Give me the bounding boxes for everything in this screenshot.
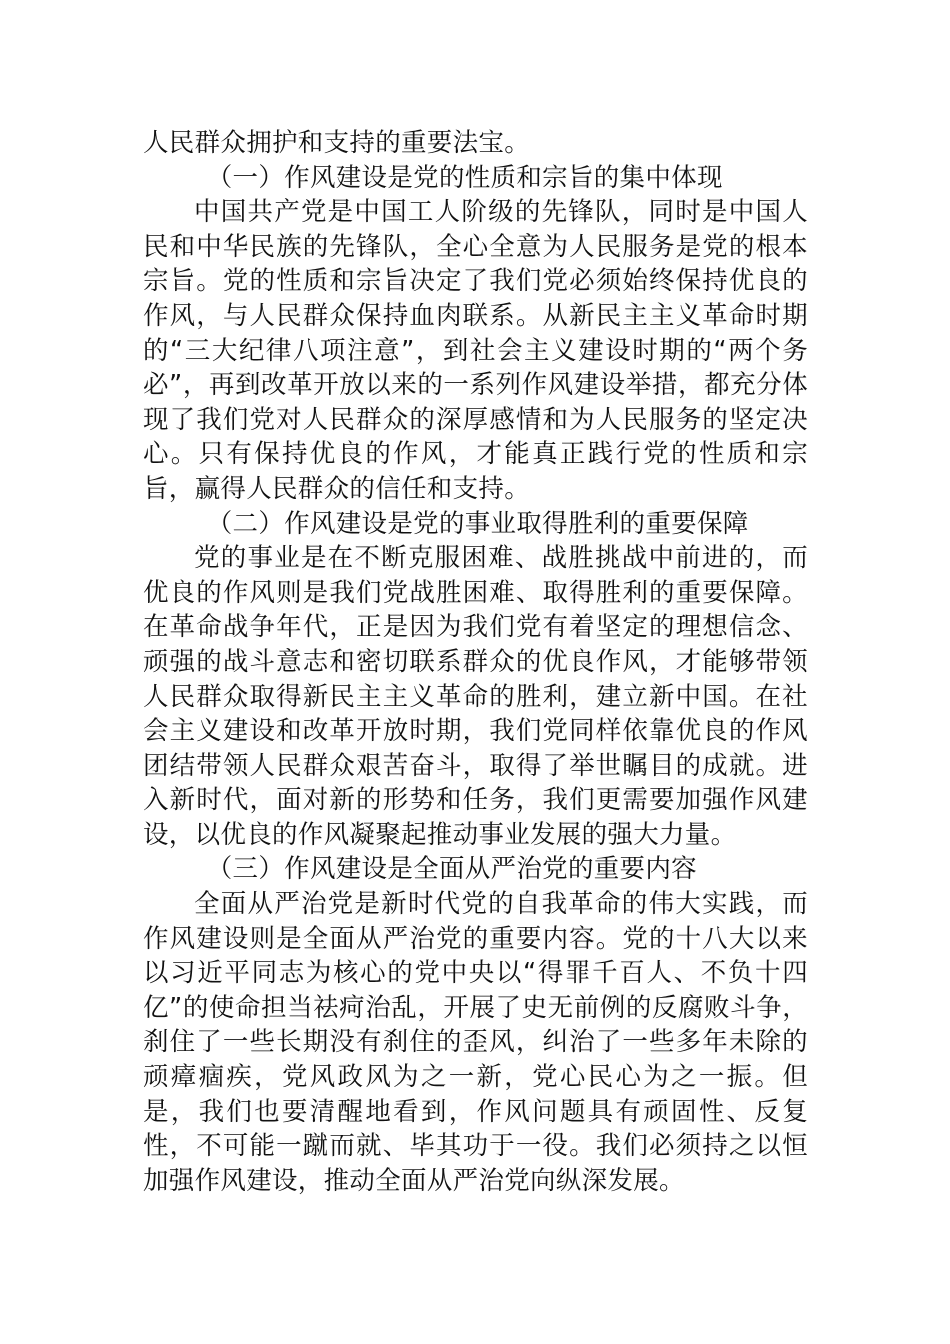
document-body bbox=[143, 126, 808, 1198]
section-heading-3: （三）作风建设是全面从严治党的重要内容 bbox=[206, 854, 697, 885]
section-heading-2: （二）作风建设是党的事业取得胜利的重要保障 bbox=[206, 508, 749, 539]
paragraph-section-3: 全面从严治党是新时代党的自我革命的伟大实践，而作风建设则是全面从严治党的重要内容。党的十八大以来以习近平同志为核心的党中央以“得罪千百人、不负十四亿”的使命担当祛疴治乱，开展了史无前例的反腐败斗争，刹住了一些长期没有刹住的歪风，纠治了一些多年未除的顽瘴痼疾，党风政风为之一新，党心民心为之一振。但是，我们也要清醒地看到，作风问题具有顽固性、反复性，不可能一蹴而就、毕其功于一役。我们必须持之以恒加强作风建设，推动全面从严治党向纵深发展。 bbox=[143, 889, 808, 1196]
paragraph-section-1: 中国共产党是中国工人阶级的先锋队，同时是中国人民和中华民族的先锋队，全心全意为人民服务是党的根本宗旨。党的性质和宗旨决定了我们党必须始终保持优良的作风，与人民群众保持血肉联系。从新民主主义革命时期的“三大纪律八项注意”，到社会主义建设时期的“两个务必”，再到改革开放以来的一系列作风建设举措，都充分体现了我们党对人民群众的深厚感情和为人民服务的坚定决心。只有保持优良的作风，才能真正践行党的性质和宗旨，赢得人民群众的信任和支持。 bbox=[143, 197, 808, 504]
section-heading-1: （一）作风建设是党的性质和宗旨的集中体现 bbox=[206, 162, 723, 193]
paragraph-continued: 人民群众拥护和支持的重要法宝。 bbox=[143, 128, 531, 158]
paragraph-section-2: 党的事业是在不断克服困难、战胜挑战中前进的，而优良的作风则是我们党战胜困难、取得胜利的重要保障。在革命战争年代，正是因为我们党有着坚定的理想信念、顽强的战斗意志和密切联系群众的优良作风，才能够带领人民群众取得新民主主义革命的胜利，建立新中国。在社会主义建设和改革开放时期，我们党同样依靠优良的作风团结带领人民群众艰苦奋斗，取得了举世瞩目的成就。进入新时代，面对新的形势和任务，我们更需要加强作风建设，以优良的作风凝聚起推动事业发展的强大力量。 bbox=[143, 543, 808, 850]
